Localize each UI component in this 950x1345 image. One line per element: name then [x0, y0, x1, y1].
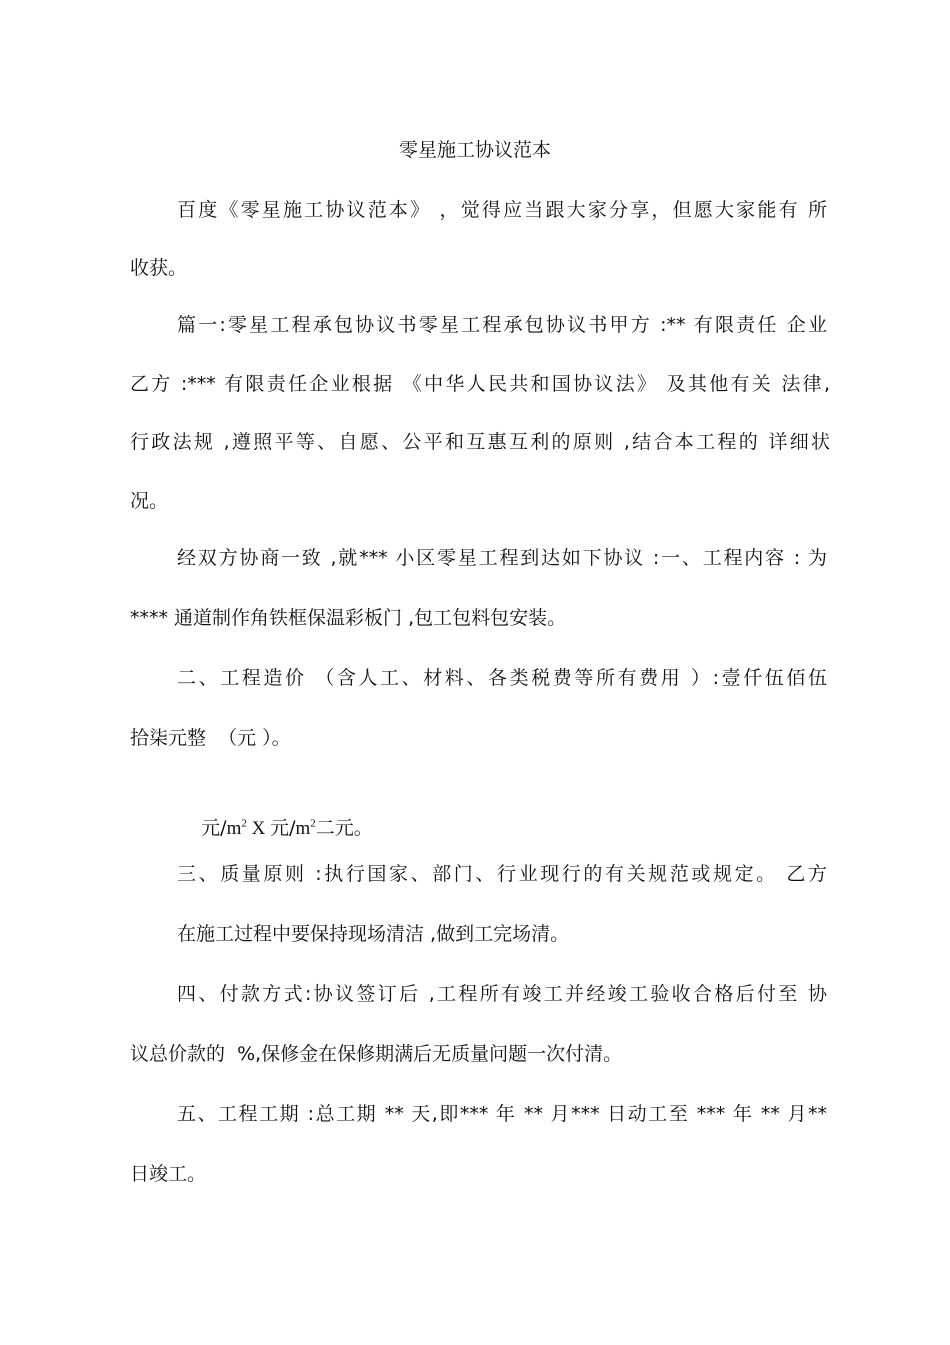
paragraph-intro-line-2: 收获。 — [130, 257, 188, 279]
formula-line — [177, 786, 827, 871]
formula-unit-b: 元/ — [270, 817, 296, 839]
paragraph-part1-line-3: 行政法规 ,遵照平等、自愿、公平和互惠互利的原则 ,结合本工程的 详细状 — [130, 431, 830, 453]
formula-unit-a: 元/ — [201, 817, 227, 839]
formula-tail: 二元。 — [315, 817, 373, 839]
formula-m-a: m — [226, 818, 242, 839]
formula-exp-a: 2 — [241, 817, 247, 830]
paragraph-content-line-2: **** 通道制作角铁框保温彩板门 ,包工包料包安装。 — [130, 607, 567, 629]
paragraph-quality-line-1: 三、质量原则 :执行国家、部门、行业现行的有关规范或规定。 乙方 — [177, 863, 827, 885]
document-title: 零星施工协议范本 — [398, 139, 551, 161]
formula-times: X — [246, 818, 271, 839]
formula-m-b: m — [295, 818, 311, 839]
paragraph-intro-line-1: 百度《零星施工协议范本》 ，觉得应当跟大家分享，但愿大家能有 所 — [177, 199, 827, 221]
paragraph-payment-line-1: 四、付款方式:协议签订后 ,工程所有竣工并经竣工验收合格后付至 协 — [177, 983, 827, 1005]
paragraph-part1-line-4: 况。 — [130, 490, 169, 512]
paragraph-payment-line-2: 议总价款的 %,保修金在保修期满后无质量问题一次付清。 — [130, 1043, 623, 1065]
paragraph-part1-line-1: 篇一:零星工程承包协议书零星工程承包协议书甲方 :** 有限责任 企业 — [177, 314, 827, 336]
paragraph-quality-line-2: 在施工过程中要保持现场清洁 ,做到工完场清。 — [177, 923, 570, 945]
paragraph-schedule-line-1: 五、工程工期 :总工期 ** 天,即*** 年 ** 月*** 日动工至 *** 年 ** 月** — [177, 1103, 827, 1125]
formula-exp-b: 2 — [310, 817, 316, 830]
paragraph-price-line-1: 二、工程造价 （含人工、材料、各类税费等所有费用 ）:壹仟伍佰伍 — [177, 667, 827, 689]
paragraph-content-line-1: 经双方协商一致 ,就*** 小区零星工程到达如下协议 :一、工程内容 : 为 — [177, 547, 827, 569]
paragraph-price-line-2: 拾柒元整 （元 ）。 — [130, 727, 291, 749]
paragraph-schedule-line-2: 日竣工。 — [130, 1163, 207, 1185]
paragraph-part1-line-2: 乙方 :*** 有限责任企业根据 《中华人民共和国协议法》 及其他有关 法律, — [130, 373, 830, 395]
